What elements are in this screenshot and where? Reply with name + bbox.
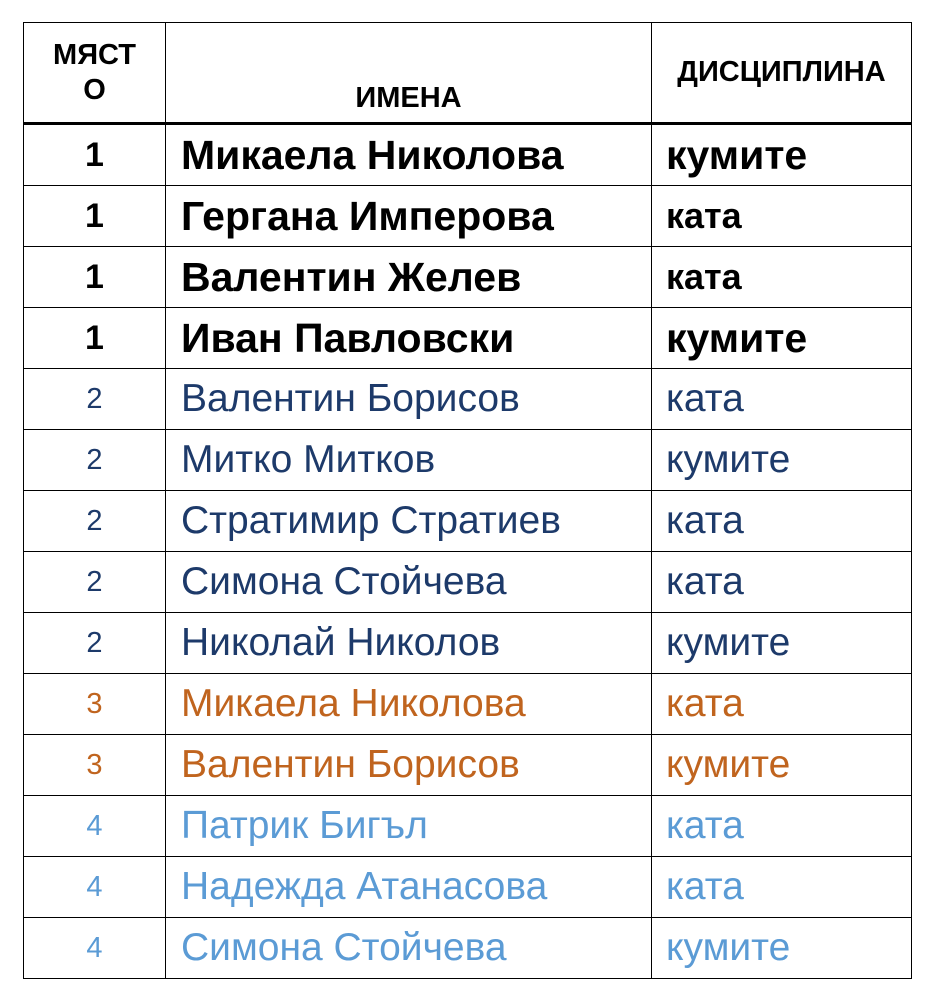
header-place-label: МЯСТО	[53, 38, 136, 106]
table-row	[24, 369, 912, 430]
discipline-cell: кумите	[652, 124, 912, 186]
header-names-label: ИМЕНА	[355, 82, 462, 115]
name-cell: Николай Николов	[166, 613, 652, 674]
header-row	[24, 23, 912, 124]
table-row	[24, 124, 912, 186]
discipline-cell: кумите	[652, 430, 912, 491]
discipline-cell: кумите	[652, 735, 912, 796]
table-row	[24, 186, 912, 247]
table-row	[24, 247, 912, 308]
name-cell: Валентин Борисов	[166, 735, 652, 796]
discipline-cell: кумите	[652, 308, 912, 369]
discipline-cell: ката	[652, 552, 912, 613]
name-cell: Патрик Бигъл	[166, 796, 652, 857]
table-row	[24, 918, 912, 979]
place-cell: 1	[24, 308, 166, 369]
name-cell: Надежда Атанасова	[166, 857, 652, 918]
name-cell: Гергана Имперова	[166, 186, 652, 247]
discipline-cell: ката	[652, 186, 912, 247]
discipline-cell: ката	[652, 369, 912, 430]
discipline-cell: ката	[652, 796, 912, 857]
name-cell: Микаела Николова	[166, 674, 652, 735]
place-cell: 2	[24, 369, 166, 430]
place-cell: 2	[24, 552, 166, 613]
name-cell: Митко Митков	[166, 430, 652, 491]
place-cell: 3	[24, 735, 166, 796]
table-row	[24, 552, 912, 613]
place-cell: 4	[24, 857, 166, 918]
discipline-cell: кумите	[652, 918, 912, 979]
name-cell: Валентин Желев	[166, 247, 652, 308]
place-cell: 3	[24, 674, 166, 735]
table-row	[24, 796, 912, 857]
discipline-cell: ката	[652, 674, 912, 735]
place-cell: 1	[24, 124, 166, 186]
discipline-cell: ката	[652, 857, 912, 918]
place-cell: 1	[24, 247, 166, 308]
header-discipline	[652, 23, 912, 124]
name-cell: Стратимир Стратиев	[166, 491, 652, 552]
table-row	[24, 491, 912, 552]
place-cell: 2	[24, 430, 166, 491]
table-row	[24, 430, 912, 491]
header-place	[24, 23, 166, 124]
header-names	[166, 23, 652, 124]
discipline-cell: кумите	[652, 613, 912, 674]
table-body	[24, 124, 912, 979]
discipline-cell: ката	[652, 491, 912, 552]
discipline-cell: ката	[652, 247, 912, 308]
name-cell: Микаела Николова	[166, 124, 652, 186]
header-discipline-label: ДИСЦИПЛИНА	[677, 56, 886, 89]
place-cell: 4	[24, 918, 166, 979]
table-row	[24, 308, 912, 369]
place-cell: 1	[24, 186, 166, 247]
table-row	[24, 735, 912, 796]
name-cell: Иван Павловски	[166, 308, 652, 369]
table-row	[24, 857, 912, 918]
place-cell: 4	[24, 796, 166, 857]
table-row	[24, 613, 912, 674]
name-cell: Валентин Борисов	[166, 369, 652, 430]
table-row	[24, 674, 912, 735]
place-cell: 2	[24, 613, 166, 674]
name-cell: Симона Стойчева	[166, 918, 652, 979]
name-cell: Симона Стойчева	[166, 552, 652, 613]
table-header	[24, 23, 912, 124]
place-cell: 2	[24, 491, 166, 552]
results-table	[23, 22, 912, 979]
